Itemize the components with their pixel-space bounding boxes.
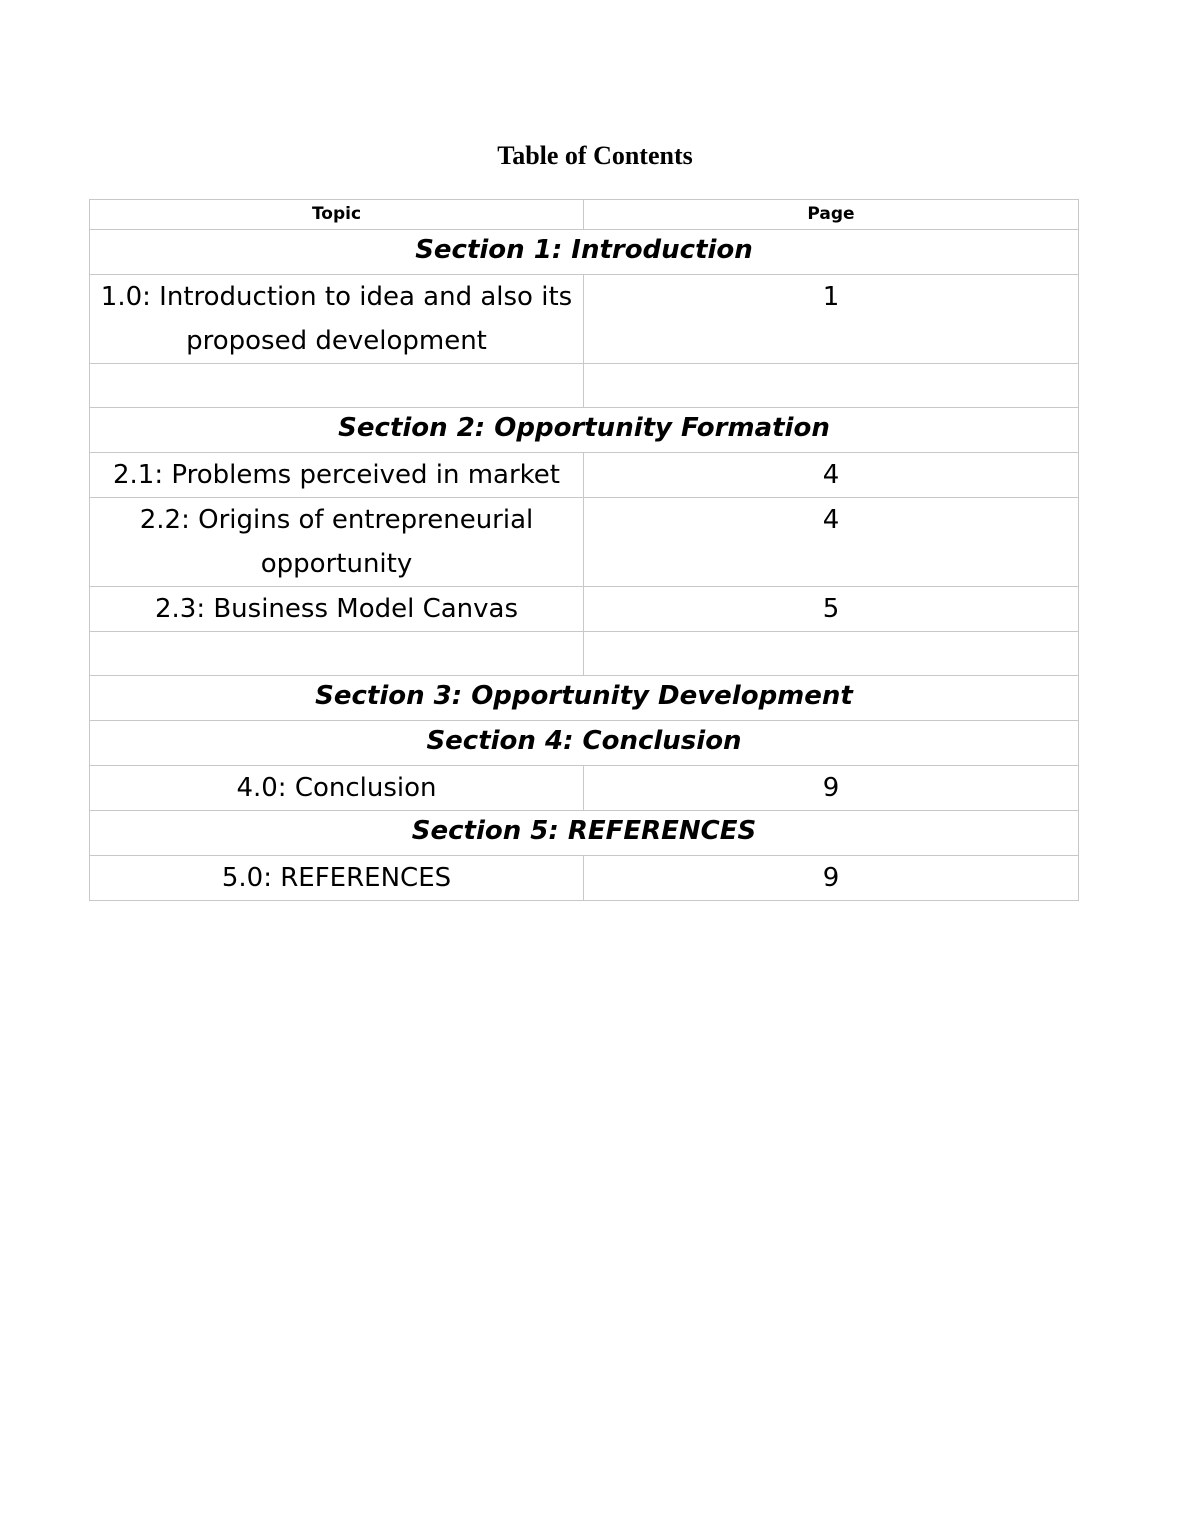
empty-cell (90, 632, 584, 676)
section-row (90, 721, 1079, 766)
table-row (90, 856, 1079, 901)
section-row (90, 408, 1079, 453)
entry-topic: 2.2: Origins of entrepreneurial opportunity (90, 498, 584, 587)
empty-cell (90, 364, 584, 408)
section-row (90, 230, 1079, 275)
entry-topic: 1.0: Introduction to idea and also its proposed development (90, 275, 584, 364)
empty-row (90, 364, 1079, 408)
column-header-page: Page (584, 200, 1079, 230)
empty-cell (584, 364, 1079, 408)
table-row (90, 587, 1079, 632)
entry-page: 9 (584, 856, 1079, 901)
empty-cell (584, 632, 1079, 676)
toc-table (89, 199, 1079, 901)
table-header-row (90, 200, 1079, 230)
entry-topic: 2.1: Problems perceived in market (90, 453, 584, 498)
page-title: Table of Contents (497, 141, 693, 170)
section-row (90, 676, 1079, 721)
column-header-topic: Topic (90, 200, 584, 230)
entry-topic: 4.0: Conclusion (90, 766, 584, 811)
entry-page: 4 (584, 498, 1079, 587)
table-row (90, 453, 1079, 498)
entry-page: 4 (584, 453, 1079, 498)
table-row (90, 498, 1079, 587)
entry-page: 1 (584, 275, 1079, 364)
entry-page: 9 (584, 766, 1079, 811)
entry-topic: 2.3: Business Model Canvas (90, 587, 584, 632)
section-heading: Section 1: Introduction (90, 230, 1079, 275)
entry-page: 5 (584, 587, 1079, 632)
section-heading: Section 3: Opportunity Development (90, 676, 1079, 721)
section-heading: Section 5: REFERENCES (90, 811, 1079, 856)
empty-row (90, 632, 1079, 676)
table-row (90, 766, 1079, 811)
section-row (90, 811, 1079, 856)
section-heading: Section 4: Conclusion (90, 721, 1079, 766)
entry-topic: 5.0: REFERENCES (90, 856, 584, 901)
table-row (90, 275, 1079, 364)
section-heading: Section 2: Opportunity Formation (90, 408, 1079, 453)
